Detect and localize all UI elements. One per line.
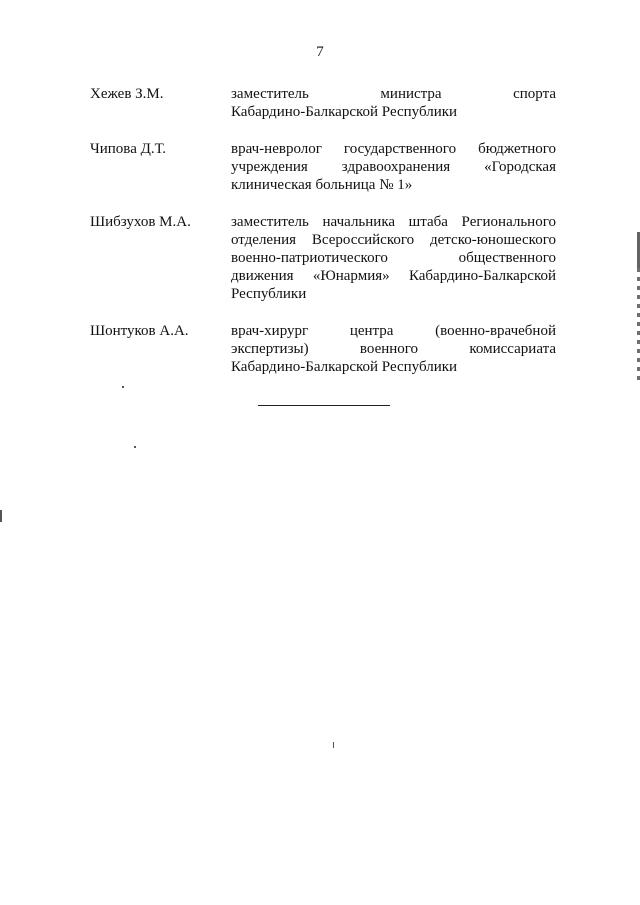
member-entry	[0, 213, 640, 303]
position-line: заместитель министра спорта	[231, 86, 556, 102]
position-line: экспертизы) военного комиссариата	[231, 341, 556, 357]
member-entry	[0, 85, 640, 121]
member-position	[231, 213, 556, 303]
position-line: врач-хирург центра (военно-врачебной	[231, 323, 556, 339]
member-name: Чипова Д.Т.	[90, 141, 166, 157]
member-name: Хежев З.М.	[90, 86, 164, 102]
member-list	[0, 85, 640, 376]
end-divider-line	[258, 405, 390, 406]
position-line: Республики	[231, 286, 307, 302]
position-line: клиническая больница № 1»	[231, 177, 413, 193]
member-name: Шибзухов М.А.	[90, 214, 191, 230]
member-entry	[0, 140, 640, 194]
position-line: военно-патриотического общественного	[231, 250, 556, 266]
position-line: Кабардино-Балкарской Республики	[231, 359, 458, 375]
member-position	[231, 85, 556, 121]
scan-speck	[134, 446, 136, 448]
scan-speck	[0, 510, 2, 522]
position-line: учреждения здравоохранения «Городская	[231, 159, 556, 175]
member-name: Шонтуков А.А.	[90, 323, 189, 339]
position-line: движения «Юнармия» Кабардино-Балкарской	[231, 268, 556, 284]
scan-speck	[333, 742, 334, 748]
page-number: 7	[316, 44, 324, 60]
position-line: отделения Всероссийского детско-юношеского	[231, 232, 556, 248]
member-position	[231, 322, 556, 376]
position-line: Кабардино-Балкарской Республики	[231, 104, 458, 120]
member-entry	[0, 322, 640, 376]
position-line: врач-невролог государственного бюджетного	[231, 141, 556, 157]
member-position	[231, 140, 556, 194]
scan-speck	[122, 386, 124, 388]
position-line: заместитель начальника штаба Регионального	[231, 214, 556, 230]
